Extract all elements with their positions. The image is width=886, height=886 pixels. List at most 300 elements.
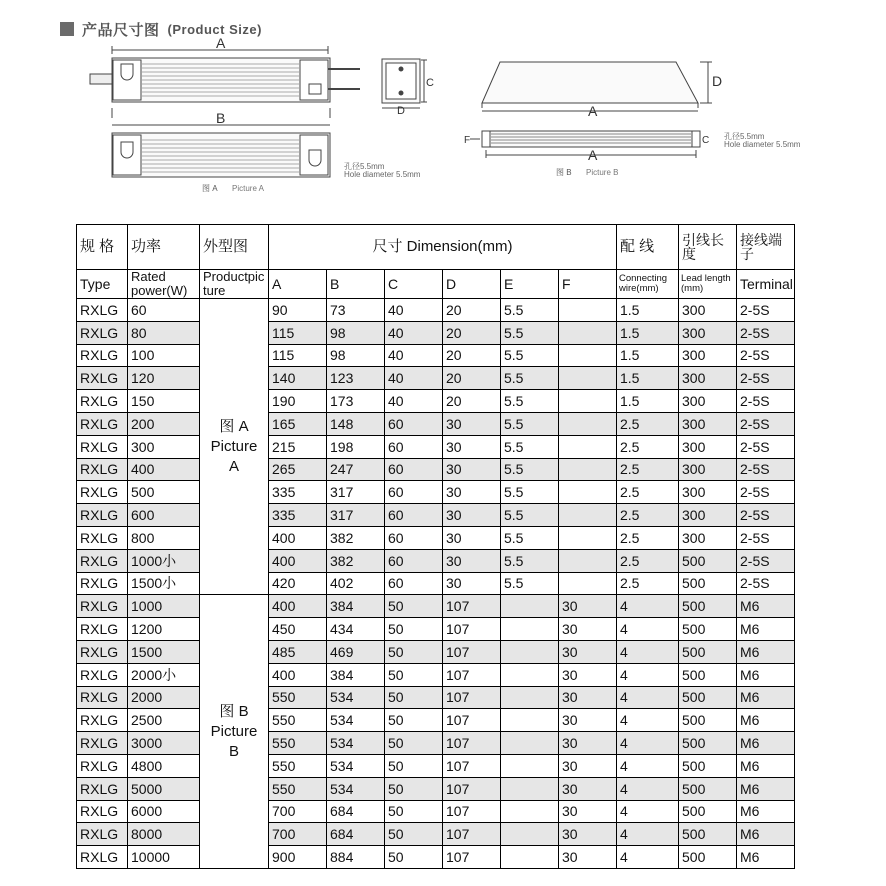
cell-dim-e: [501, 732, 559, 755]
cell-dim-f: [559, 526, 617, 549]
cell-lead: 300: [679, 367, 737, 390]
cell-type: RXLG: [77, 777, 128, 800]
cell-wire: 1.5: [617, 367, 679, 390]
header-title-en: (Product Size): [167, 21, 262, 37]
cell-terminal: M6: [737, 640, 795, 663]
picture-a-drawing: [90, 46, 427, 177]
cell-dim-d: 107: [443, 618, 501, 641]
cell-dim-b: 684: [327, 800, 385, 823]
header-dim-f: F: [559, 270, 617, 299]
cell-lead: 500: [679, 595, 737, 618]
cell-dim-c: 50: [385, 618, 443, 641]
cell-type: RXLG: [77, 754, 128, 777]
cell-dim-b: 98: [327, 321, 385, 344]
table-row: [77, 640, 795, 663]
pic-b-hole-en: Hole diameter 5.5mm: [724, 140, 801, 149]
cell-dim-c: 50: [385, 846, 443, 869]
cell-type: RXLG: [77, 572, 128, 595]
cell-type: RXLG: [77, 504, 128, 527]
cell-dim-e: 5.5: [501, 458, 559, 481]
cell-dim-d: 107: [443, 686, 501, 709]
cell-dim-a: 550: [269, 732, 327, 755]
cell-dim-b: 534: [327, 709, 385, 732]
cell-lead: 300: [679, 458, 737, 481]
cell-power: 1000: [128, 595, 200, 618]
cell-lead: 500: [679, 846, 737, 869]
header-dim-d: D: [443, 270, 501, 299]
pic-b-label-d: D: [712, 73, 723, 89]
product-picture-b: [200, 595, 269, 869]
header-terminal-en: Terminal: [737, 270, 795, 299]
cell-dim-a: 165: [269, 412, 327, 435]
cell-terminal: M6: [737, 800, 795, 823]
cell-terminal: M6: [737, 595, 795, 618]
cell-dim-d: 20: [443, 299, 501, 322]
cell-dim-d: 20: [443, 390, 501, 413]
cell-dim-d: 107: [443, 595, 501, 618]
cell-dim-d: 107: [443, 732, 501, 755]
cell-dim-e: 5.5: [501, 367, 559, 390]
cell-type: RXLG: [77, 709, 128, 732]
cell-dim-e: 5.5: [501, 435, 559, 458]
cell-lead: 300: [679, 526, 737, 549]
cell-dim-b: 384: [327, 663, 385, 686]
cell-terminal: 2-5S: [737, 572, 795, 595]
pic-a-hole-en: Hole diameter 5.5mm: [344, 170, 421, 179]
cell-dim-c: 40: [385, 299, 443, 322]
cell-dim-b: 382: [327, 526, 385, 549]
cell-dim-f: [559, 572, 617, 595]
cell-type: RXLG: [77, 481, 128, 504]
cell-dim-c: 60: [385, 412, 443, 435]
cell-dim-b: 123: [327, 367, 385, 390]
table-row: [77, 800, 795, 823]
cell-dim-b: 434: [327, 618, 385, 641]
header-lead-cn: 引线长度: [679, 225, 737, 270]
cell-dim-c: 40: [385, 344, 443, 367]
cell-dim-d: 20: [443, 321, 501, 344]
cell-power: 5000: [128, 777, 200, 800]
cell-dim-a: 90: [269, 299, 327, 322]
header-type-en: Type: [77, 270, 128, 299]
cell-terminal: 2-5S: [737, 549, 795, 572]
pic-b-caption-cn: 图 B: [556, 168, 572, 177]
cell-dim-e: [501, 618, 559, 641]
cell-dim-e: [501, 640, 559, 663]
cell-dim-b: 684: [327, 823, 385, 846]
cell-type: RXLG: [77, 549, 128, 572]
pic-a-caption-cn: 图 A: [202, 184, 218, 193]
pic-b-caption-en: Picture B: [586, 168, 619, 177]
table-row: [77, 299, 795, 322]
cell-dim-e: [501, 800, 559, 823]
cell-wire: 4: [617, 823, 679, 846]
cell-type: RXLG: [77, 299, 128, 322]
cell-power: 200: [128, 412, 200, 435]
cell-dim-c: 60: [385, 526, 443, 549]
picture-label-en1: Picture: [210, 437, 258, 455]
header-power-cn: 功率: [128, 225, 200, 270]
cell-dim-a: 700: [269, 800, 327, 823]
cell-terminal: M6: [737, 709, 795, 732]
cell-dim-e: [501, 595, 559, 618]
picture-label-cn: 图 A: [219, 417, 249, 435]
header-terminal-cn: 接线端子: [737, 225, 795, 270]
cell-dim-d: 30: [443, 458, 501, 481]
cell-power: 10000: [128, 846, 200, 869]
cell-terminal: 2-5S: [737, 526, 795, 549]
cell-lead: 500: [679, 800, 737, 823]
cell-dim-e: 5.5: [501, 390, 559, 413]
header-dim-e: E: [501, 270, 559, 299]
pic-a-label-c: C: [426, 77, 434, 89]
cell-dim-a: 900: [269, 846, 327, 869]
cell-dim-e: [501, 754, 559, 777]
cell-dim-f: 30: [559, 595, 617, 618]
table-row: [77, 754, 795, 777]
cell-dim-e: [501, 686, 559, 709]
header-power-en: Rated power(W): [128, 270, 200, 299]
cell-dim-e: 5.5: [501, 504, 559, 527]
cell-dim-c: 50: [385, 686, 443, 709]
cell-dim-e: [501, 823, 559, 846]
cell-dim-f: 30: [559, 800, 617, 823]
cell-dim-d: 107: [443, 709, 501, 732]
cell-terminal: M6: [737, 732, 795, 755]
cell-type: RXLG: [77, 800, 128, 823]
cell-dim-d: 107: [443, 754, 501, 777]
cell-dim-e: 5.5: [501, 321, 559, 344]
cell-terminal: M6: [737, 663, 795, 686]
header-type-cn: 规 格: [77, 225, 128, 270]
table-row: [77, 481, 795, 504]
pic-a-hole-cn: 孔径5.5mm: [344, 162, 385, 171]
cell-terminal: 2-5S: [737, 344, 795, 367]
cell-lead: 500: [679, 823, 737, 846]
header-shape-en: Productpicture: [200, 270, 269, 299]
pic-b-label-c: C: [702, 135, 710, 146]
cell-dim-c: 50: [385, 823, 443, 846]
cell-dim-d: 107: [443, 777, 501, 800]
cell-type: RXLG: [77, 618, 128, 641]
cell-terminal: M6: [737, 754, 795, 777]
cell-type: RXLG: [77, 823, 128, 846]
cell-dim-c: 50: [385, 640, 443, 663]
cell-dim-f: [559, 458, 617, 481]
table-row: [77, 390, 795, 413]
cell-type: RXLG: [77, 686, 128, 709]
cell-dim-f: [559, 412, 617, 435]
cell-terminal: M6: [737, 777, 795, 800]
cell-lead: 500: [679, 572, 737, 595]
cell-wire: 2.5: [617, 572, 679, 595]
cell-dim-a: 700: [269, 823, 327, 846]
cell-dim-b: 884: [327, 846, 385, 869]
cell-dim-a: 550: [269, 754, 327, 777]
cell-lead: 300: [679, 390, 737, 413]
cell-type: RXLG: [77, 412, 128, 435]
table-row: [77, 663, 795, 686]
cell-dim-a: 190: [269, 390, 327, 413]
cell-dim-f: [559, 367, 617, 390]
cell-wire: 2.5: [617, 526, 679, 549]
cell-dim-c: 60: [385, 572, 443, 595]
cell-terminal: 2-5S: [737, 412, 795, 435]
header-shape-cn: 外型图: [200, 225, 269, 270]
header-lead-en: Lead length (mm): [679, 270, 737, 299]
pic-b-label-a-bottom: A: [588, 147, 598, 163]
cell-dim-c: 50: [385, 754, 443, 777]
header-dimension: 尺寸 Dimension(mm): [269, 225, 617, 270]
cell-dim-a: 485: [269, 640, 327, 663]
table-row: [77, 709, 795, 732]
cell-dim-b: 384: [327, 595, 385, 618]
cell-dim-c: 50: [385, 777, 443, 800]
cell-dim-b: 534: [327, 686, 385, 709]
cell-dim-b: 198: [327, 435, 385, 458]
cell-wire: 2.5: [617, 549, 679, 572]
cell-power: 600: [128, 504, 200, 527]
table-row: [77, 846, 795, 869]
cell-terminal: 2-5S: [737, 435, 795, 458]
cell-dim-f: [559, 299, 617, 322]
cell-dim-c: 60: [385, 549, 443, 572]
header-dim-b: B: [327, 270, 385, 299]
cell-terminal: 2-5S: [737, 504, 795, 527]
cell-wire: 1.5: [617, 390, 679, 413]
cell-terminal: 2-5S: [737, 481, 795, 504]
cell-dim-d: 20: [443, 344, 501, 367]
cell-dim-b: 173: [327, 390, 385, 413]
cell-dim-d: 30: [443, 572, 501, 595]
table-row: [77, 686, 795, 709]
picture-label-cn: 图 B: [219, 702, 249, 720]
cell-dim-a: 215: [269, 435, 327, 458]
cell-power: 80: [128, 321, 200, 344]
header-dim-c: C: [385, 270, 443, 299]
cell-wire: 4: [617, 595, 679, 618]
table-row: [77, 367, 795, 390]
cell-dim-a: 550: [269, 686, 327, 709]
cell-lead: 500: [679, 618, 737, 641]
cell-wire: 4: [617, 640, 679, 663]
cell-dim-b: 534: [327, 777, 385, 800]
cell-dim-d: 30: [443, 504, 501, 527]
cell-dim-e: 5.5: [501, 481, 559, 504]
cell-dim-b: 73: [327, 299, 385, 322]
cell-lead: 500: [679, 686, 737, 709]
cell-lead: 500: [679, 663, 737, 686]
cell-power: 120: [128, 367, 200, 390]
cell-dim-d: 107: [443, 846, 501, 869]
cell-dim-f: 30: [559, 618, 617, 641]
spec-table: [76, 224, 795, 869]
cell-dim-f: [559, 504, 617, 527]
table-row: [77, 412, 795, 435]
pic-a-label-d: D: [397, 105, 405, 117]
cell-dim-f: 30: [559, 846, 617, 869]
cell-dim-d: 107: [443, 823, 501, 846]
table-row: [77, 823, 795, 846]
cell-lead: 500: [679, 754, 737, 777]
cell-dim-f: 30: [559, 709, 617, 732]
cell-dim-a: 140: [269, 367, 327, 390]
cell-power: 1000小: [128, 549, 200, 572]
cell-dim-a: 115: [269, 344, 327, 367]
cell-power: 4800: [128, 754, 200, 777]
cell-terminal: 2-5S: [737, 321, 795, 344]
cell-dim-d: 107: [443, 663, 501, 686]
table-row: [77, 321, 795, 344]
cell-dim-b: 247: [327, 458, 385, 481]
cell-power: 1200: [128, 618, 200, 641]
pic-a-label-a: A: [216, 35, 226, 51]
picture-label-en1: Picture: [210, 722, 258, 740]
cell-lead: 300: [679, 344, 737, 367]
cell-dim-b: 317: [327, 481, 385, 504]
cell-dim-a: 335: [269, 481, 327, 504]
cell-dim-c: 60: [385, 435, 443, 458]
cell-dim-c: 60: [385, 504, 443, 527]
cell-wire: 4: [617, 754, 679, 777]
cell-wire: 2.5: [617, 435, 679, 458]
header-title-cn: 产品尺寸图: [82, 21, 160, 39]
cell-wire: 4: [617, 732, 679, 755]
cell-dim-a: 265: [269, 458, 327, 481]
cell-power: 500: [128, 481, 200, 504]
cell-dim-c: 50: [385, 663, 443, 686]
cell-lead: 500: [679, 777, 737, 800]
cell-dim-f: 30: [559, 663, 617, 686]
cell-wire: 2.5: [617, 504, 679, 527]
cell-type: RXLG: [77, 595, 128, 618]
table-row: [77, 344, 795, 367]
cell-dim-b: 402: [327, 572, 385, 595]
cell-dim-e: 5.5: [501, 572, 559, 595]
cell-type: RXLG: [77, 640, 128, 663]
cell-wire: 2.5: [617, 481, 679, 504]
cell-type: RXLG: [77, 846, 128, 869]
cell-lead: 300: [679, 504, 737, 527]
header-wire-en: Connecting wire(mm): [617, 270, 679, 299]
cell-lead: 500: [679, 549, 737, 572]
cell-type: RXLG: [77, 390, 128, 413]
cell-type: RXLG: [77, 321, 128, 344]
cell-dim-e: 5.5: [501, 344, 559, 367]
cell-power: 150: [128, 390, 200, 413]
picture-label-en2: B: [228, 742, 239, 760]
cell-terminal: 2-5S: [737, 299, 795, 322]
cell-dim-f: [559, 481, 617, 504]
cell-lead: 300: [679, 299, 737, 322]
cell-power: 8000: [128, 823, 200, 846]
cell-dim-f: 30: [559, 732, 617, 755]
cell-dim-f: 30: [559, 686, 617, 709]
cell-dim-a: 450: [269, 618, 327, 641]
cell-wire: 4: [617, 686, 679, 709]
cell-wire: 4: [617, 800, 679, 823]
cell-dim-e: [501, 846, 559, 869]
header-dim-a: A: [269, 270, 327, 299]
cell-dim-c: 40: [385, 321, 443, 344]
cell-terminal: 2-5S: [737, 390, 795, 413]
cell-dim-c: 40: [385, 367, 443, 390]
cell-lead: 300: [679, 412, 737, 435]
pic-b-label-a-top: A: [588, 103, 598, 119]
cell-dim-f: [559, 390, 617, 413]
cell-wire: 4: [617, 618, 679, 641]
cell-type: RXLG: [77, 526, 128, 549]
cell-terminal: M6: [737, 846, 795, 869]
cell-type: RXLG: [77, 435, 128, 458]
cell-lead: 500: [679, 732, 737, 755]
pic-b-label-f: F: [464, 135, 471, 146]
cell-dim-e: 5.5: [501, 412, 559, 435]
cell-power: 60: [128, 299, 200, 322]
cell-dim-e: [501, 709, 559, 732]
table-row: [77, 618, 795, 641]
cell-dim-b: 534: [327, 754, 385, 777]
cell-terminal: M6: [737, 823, 795, 846]
table-row: [77, 549, 795, 572]
pic-a-caption-en: Picture A: [232, 184, 265, 193]
cell-wire: 4: [617, 709, 679, 732]
cell-dim-d: 30: [443, 481, 501, 504]
cell-dim-f: [559, 344, 617, 367]
pic-b-hole-cn: 孔径5.5mm: [724, 132, 765, 141]
table-row: [77, 595, 795, 618]
cell-power: 400: [128, 458, 200, 481]
cell-dim-b: 469: [327, 640, 385, 663]
cell-lead: 500: [679, 709, 737, 732]
cell-dim-b: 98: [327, 344, 385, 367]
cell-type: RXLG: [77, 732, 128, 755]
picture-label-en2: A: [228, 457, 239, 475]
cell-terminal: 2-5S: [737, 458, 795, 481]
cell-dim-f: 30: [559, 754, 617, 777]
cell-dim-c: 50: [385, 595, 443, 618]
cell-dim-e: 5.5: [501, 526, 559, 549]
product-size-diagrams: [0, 0, 886, 215]
cell-dim-a: 400: [269, 663, 327, 686]
cell-power: 300: [128, 435, 200, 458]
pic-a-label-b: B: [216, 110, 226, 126]
cell-dim-f: 30: [559, 777, 617, 800]
cell-power: 3000: [128, 732, 200, 755]
cell-type: RXLG: [77, 367, 128, 390]
cell-dim-e: [501, 777, 559, 800]
cell-type: RXLG: [77, 344, 128, 367]
cell-dim-a: 550: [269, 777, 327, 800]
cell-type: RXLG: [77, 458, 128, 481]
cell-wire: 4: [617, 663, 679, 686]
cell-wire: 2.5: [617, 458, 679, 481]
cell-wire: 2.5: [617, 412, 679, 435]
cell-dim-a: 550: [269, 709, 327, 732]
cell-dim-f: 30: [559, 823, 617, 846]
cell-dim-a: 115: [269, 321, 327, 344]
cell-dim-e: [501, 663, 559, 686]
table-row: [77, 504, 795, 527]
cell-dim-b: 382: [327, 549, 385, 572]
cell-terminal: M6: [737, 618, 795, 641]
cell-dim-f: [559, 549, 617, 572]
table-row: [77, 458, 795, 481]
cell-lead: 300: [679, 481, 737, 504]
cell-type: RXLG: [77, 663, 128, 686]
cell-dim-a: 400: [269, 526, 327, 549]
cell-wire: 1.5: [617, 299, 679, 322]
